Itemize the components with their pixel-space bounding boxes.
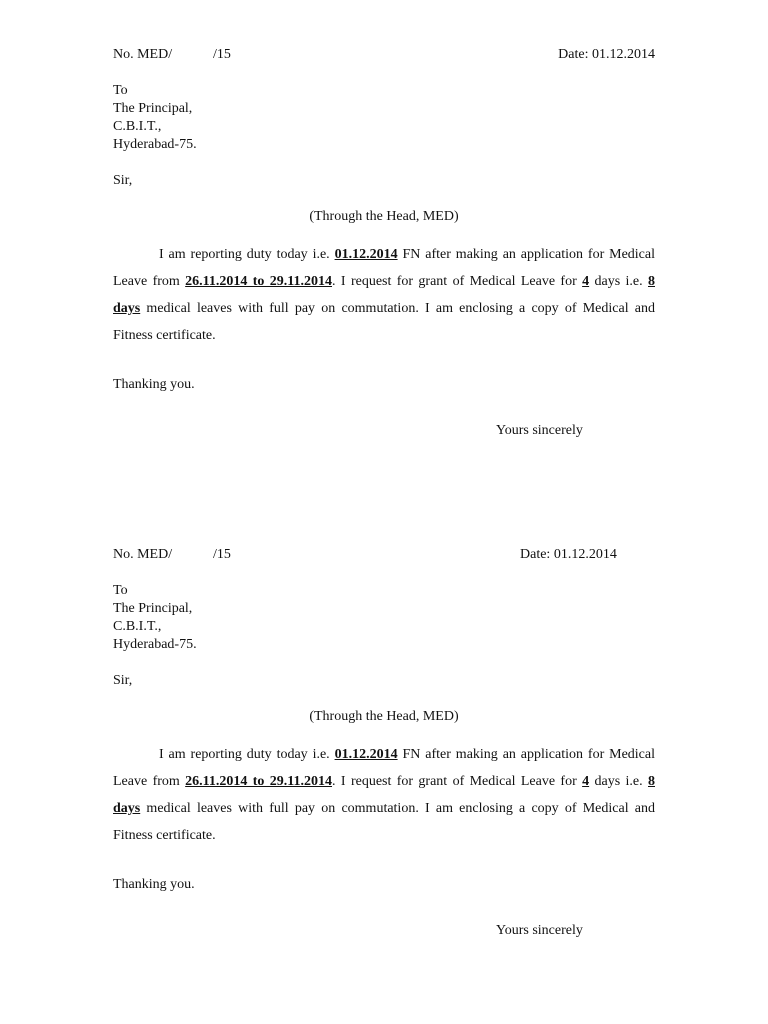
body-text: I am reporting duty today i.e. xyxy=(159,747,335,762)
address-line: The Principal, xyxy=(113,101,193,116)
body-paragraph xyxy=(113,241,655,349)
thanks-line: Thanking you. xyxy=(113,377,195,392)
salutation: Sir, xyxy=(113,673,133,688)
address-line: C.B.I.T., xyxy=(113,619,162,634)
leave-days: 4 xyxy=(582,774,590,789)
leave-days: 4 xyxy=(582,274,590,289)
recipient-address xyxy=(113,82,197,154)
reference-suffix: /15 xyxy=(213,47,231,62)
address-line: The Principal, xyxy=(113,601,193,616)
reference-prefix: No. MED/ xyxy=(113,47,173,62)
body-text: I am reporting duty today i.e. xyxy=(159,247,335,262)
body-text: days i.e. xyxy=(589,774,648,789)
body-text: days i.e. xyxy=(589,274,648,289)
closing-line: Yours sincerely xyxy=(496,923,583,938)
reporting-date: 01.12.2014 xyxy=(334,747,398,762)
closing-line: Yours sincerely xyxy=(496,423,583,438)
letter-1 xyxy=(113,46,655,466)
letter-2 xyxy=(113,546,655,966)
salutation: Sir, xyxy=(113,173,133,188)
address-line: Hyderabad-75. xyxy=(113,137,197,152)
through-line: (Through the Head, MED) xyxy=(309,209,459,224)
recipient-address xyxy=(113,582,197,654)
address-line: Hyderabad-75. xyxy=(113,637,197,652)
body-text: medical leaves with full pay on commutation. I am enclosing a copy of Medical and Fitness certificate. xyxy=(113,301,655,343)
commuted-days: 8 days xyxy=(113,774,655,816)
letter-date: Date: 01.12.2014 xyxy=(558,47,655,62)
reference-suffix: /15 xyxy=(213,547,231,562)
reference-number xyxy=(113,546,231,564)
address-line: To xyxy=(113,83,128,98)
thanks-line: Thanking you. xyxy=(113,877,195,892)
reporting-date: 01.12.2014 xyxy=(334,247,398,262)
leave-period: 26.11.2014 to 29.11.2014 xyxy=(185,274,333,289)
body-text: medical leaves with full pay on commutation. I am enclosing a copy of Medical and Fitness certificate. xyxy=(113,801,655,843)
body-text: FN after making an application for Medical Leave from xyxy=(113,247,656,289)
letter-date: Date: 01.12.2014 xyxy=(520,547,617,562)
reference-number xyxy=(113,46,231,64)
body-text: . I request for grant of Medical Leave for xyxy=(332,274,583,289)
body-text: . I request for grant of Medical Leave for xyxy=(332,774,583,789)
address-line: To xyxy=(113,583,128,598)
commuted-days: 8 days xyxy=(113,274,655,316)
through-line: (Through the Head, MED) xyxy=(309,709,459,724)
leave-period: 26.11.2014 to 29.11.2014 xyxy=(185,774,333,789)
body-paragraph xyxy=(113,741,655,849)
address-line: C.B.I.T., xyxy=(113,119,162,134)
body-text: FN after making an application for Medical Leave from xyxy=(113,747,656,789)
reference-prefix: No. MED/ xyxy=(113,547,173,562)
